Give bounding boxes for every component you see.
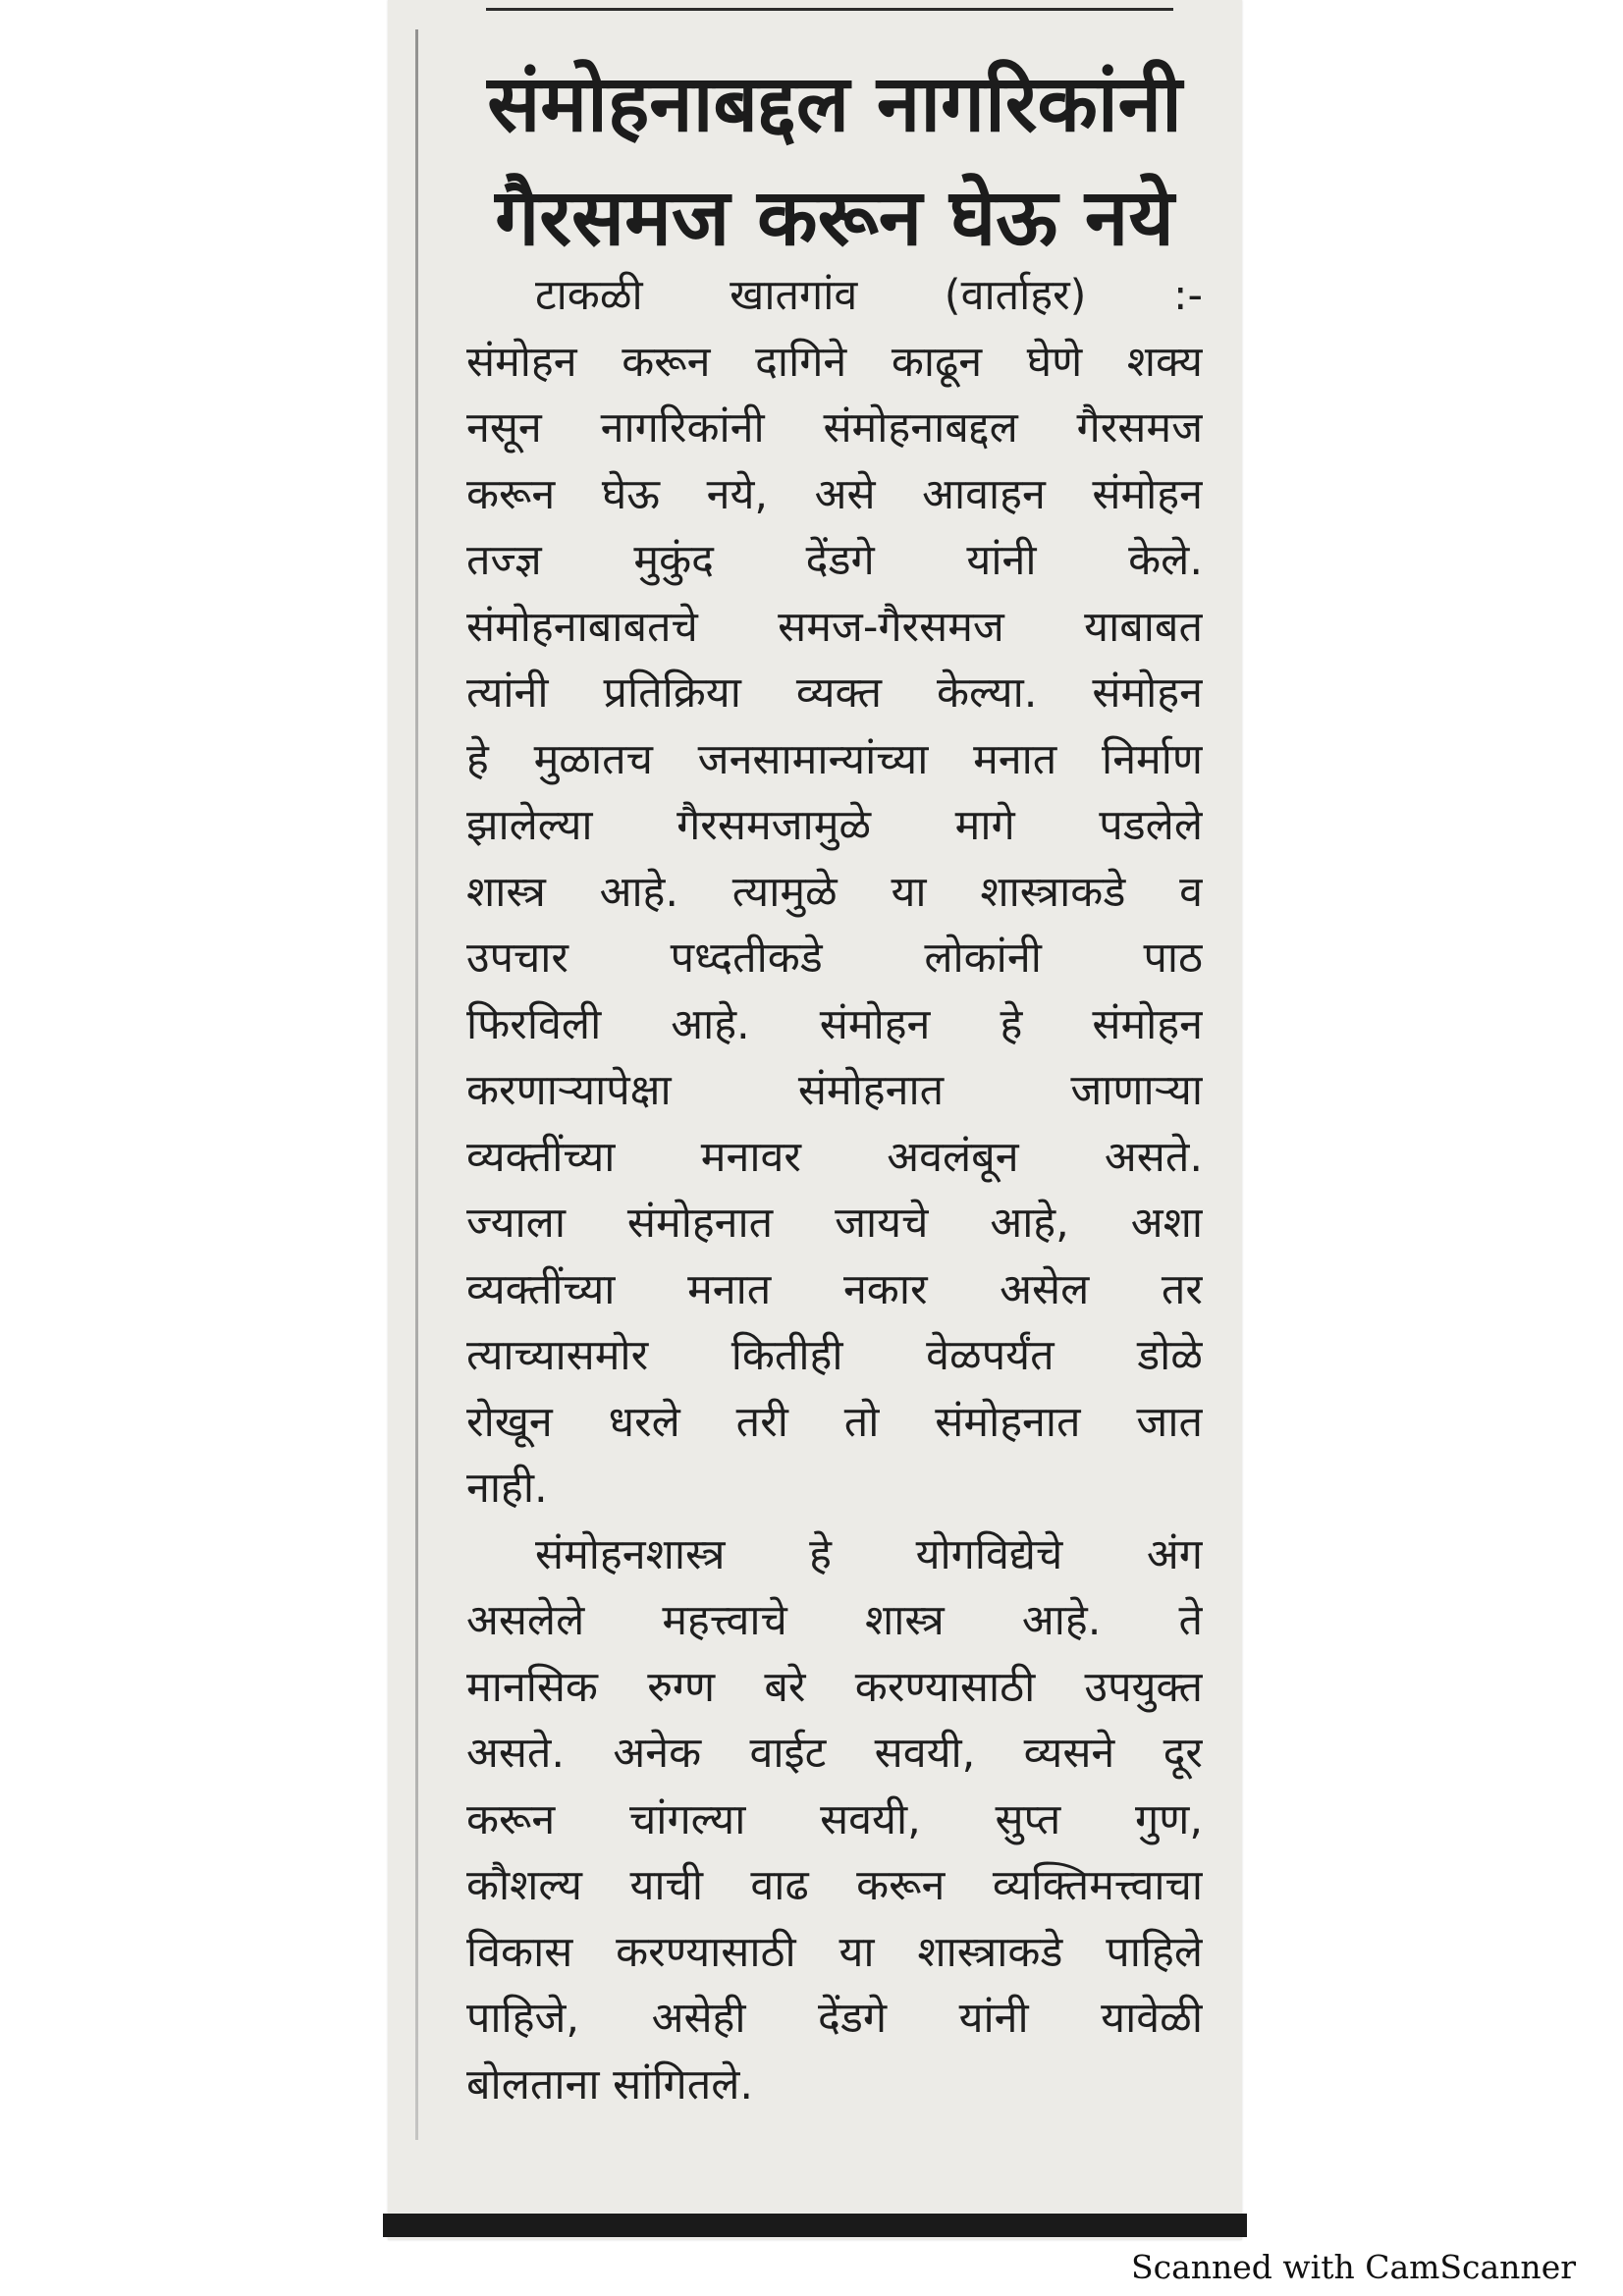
- article-line: कौशल्य याची वाढ करून व्यक्तिमत्त्वाचा: [466, 1861, 1203, 1910]
- article-body: [466, 263, 1203, 2118]
- headline-line-1: संमोहनाबद्दल नागरिकांनी: [487, 58, 1182, 149]
- article-line: करणाऱ्यापेक्षा संमोहनात जाणाऱ्या: [466, 1066, 1203, 1115]
- article-line: त्यांनी प्रतिक्रिया व्यक्त केल्या. संमोहन: [466, 668, 1203, 718]
- article-line: तज्ज्ञ मुकुंद देंडगे यांनी केले.: [466, 536, 1203, 585]
- article-line: असते. अनेक वाईट सवयी, व्यसने दूर: [466, 1729, 1203, 1778]
- headline: [471, 47, 1198, 275]
- article-line: फिरविली आहे. संमोहन हे संमोहन: [466, 999, 1203, 1049]
- article-line: हे मुळातच जनसामान्यांच्या मनात निर्माण: [466, 734, 1203, 784]
- bottom-rule: [383, 2214, 1247, 2237]
- headline-line-2: गैरसमज करून घेऊ नये: [495, 172, 1174, 263]
- article-line: झालेल्या गैरसमजामुळे मागे पडलेले: [466, 801, 1203, 850]
- article-line: संमोहनशास्त्र हे योगविद्येचे अंग: [535, 1529, 1203, 1579]
- article-line: बोलताना सांगितले.: [466, 2059, 754, 2109]
- article-line: पाहिजे, असेही देंडगे यांनी यावेळी: [466, 1994, 1203, 2043]
- article-line: व्यक्तींच्या मनात नकार असेल तर: [466, 1264, 1203, 1314]
- paragraph-1: [466, 263, 1203, 1522]
- article-line: नाही.: [466, 1464, 548, 1513]
- article-line: संमोहनाबाबतचे समज-गैरसमज याबाबत: [466, 602, 1203, 652]
- article-line: ज्याला संमोहनात जायचे आहे, अशा: [466, 1199, 1203, 1248]
- article-line: उपचार पध्दतीकडे लोकांनी पाठ: [466, 934, 1203, 983]
- scanner-watermark: Scanned with CamScanner: [1130, 2248, 1576, 2286]
- article-line: रोखून धरले तरी तो संमोहनात जात: [466, 1397, 1203, 1447]
- article-line: त्याच्यासमोर कितीही वेळपर्यंत डोळे: [466, 1331, 1203, 1380]
- clipping-left-edge: [415, 29, 418, 2140]
- article-line: विकास करण्यासाठी या शास्त्राकडे पाहिले: [466, 1927, 1203, 1977]
- article-line: असलेले महत्त्वाचे शास्त्र आहे. ते: [466, 1596, 1203, 1645]
- article-line: करून घेऊ नये, असे आवाहन संमोहन: [466, 469, 1203, 519]
- paragraph-2: [466, 1522, 1203, 2119]
- article-line: व्यक्तींच्या मनावर अवलंबून असते.: [466, 1132, 1203, 1182]
- newspaper-clipping: [388, 0, 1242, 2240]
- article-line: नसून नागरिकांनी संमोहनाबद्दल गैरसमज: [466, 403, 1203, 453]
- top-rule: [486, 8, 1173, 11]
- article-line: शास्त्र आहे. त्यामुळे या शास्त्राकडे व: [466, 867, 1203, 917]
- article-line: करून चांगल्या सवयी, सुप्त गुण,: [466, 1794, 1203, 1844]
- article-line: संमोहन करून दागिने काढून घेणे शक्य: [466, 337, 1203, 387]
- article-line: मानसिक रुग्ण बरे करण्यासाठी उपयुक्त: [466, 1662, 1203, 1712]
- article-line: टाकळी खातगांव (वार्ताहर) :-: [535, 271, 1203, 320]
